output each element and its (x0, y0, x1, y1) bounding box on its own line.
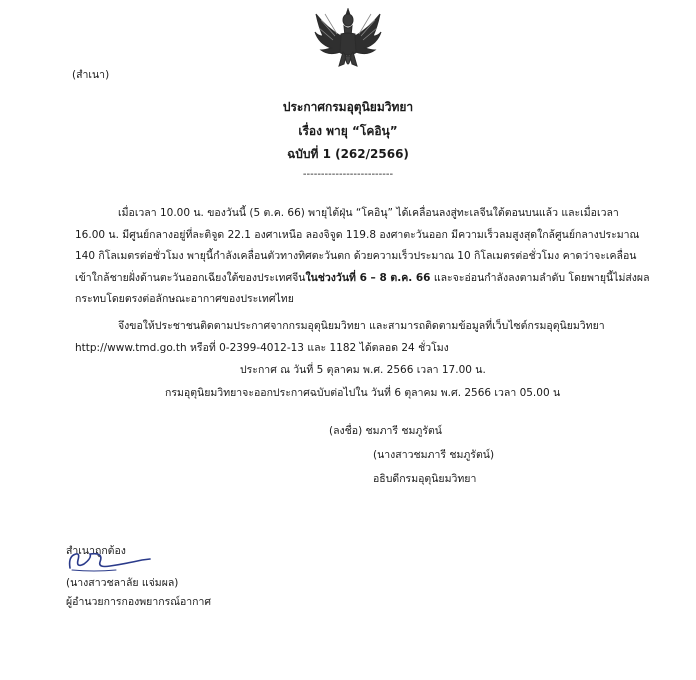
certifier-position: ผู้อำนวยการกองพยากรณ์อากาศ (66, 596, 212, 608)
paragraph-follow-up (75, 316, 645, 359)
announcement-subject: เรื่อง พายุ “โคอินุ” (298, 124, 398, 138)
garuda-emblem-icon (313, 6, 383, 72)
announced-date: ประกาศ ณ วันที่ 5 ตุลาคม พ.ศ. 2566 เวลา 17.00 น. (240, 364, 486, 376)
paragraph-line (75, 268, 650, 290)
announcement-issue: ฉบับที่ 1 (262/2566) (287, 147, 409, 161)
certifier-name: (นางสาวชลาลัย แจ่มผล) (66, 577, 179, 589)
paragraph-line: เมื่อเวลา 10.00 น. ของวันนี้ (5 ต.ค. 66) พายุไต้ฝุ่น “โคอินุ” ได้เคลื่อนลงสู่ทะเลจีนใต้ตอนบนแล้ว และเมื่อเวลา (118, 207, 619, 219)
paragraph-line: กระทบโดยตรงต่อลักษณะอากาศของประเทศไทย (75, 293, 294, 305)
signatory-position: อธิบดีกรมอุตุนิยมวิทยา (373, 473, 477, 485)
signatory-name: (นางสาวชมภารี ชมภูรัตน์) (373, 449, 495, 461)
copy-mark: (สำเนา) (72, 69, 110, 81)
next-issue-notice: กรมอุตุนิยมวิทยาจะออกประกาศฉบับต่อไปใน วันที่ 6 ตุลาคม พ.ศ. 2566 เวลา 05.00 น (165, 387, 561, 399)
paragraph-line: http://www.tmd.go.th หรือที่ 0-2399-4012-13 และ 1182 ได้ตลอด 24 ชั่วโมง (75, 341, 449, 354)
paragraph-line: 16.00 น. มีศูนย์กลางอยู่ที่ละติจูด 22.1 องศาเหนือ ลองจิจูด 119.8 องศาตะวันออก มีความเร็วลมสูงสุดใกล้ศูนย์กลางประมาณ (75, 228, 640, 241)
announcement-title: ประกาศกรมอุตุนิยมวิทยา (282, 100, 414, 114)
handwritten-signature-icon (64, 545, 154, 576)
paragraph-line: จึงขอให้ประชาชนติดตามประกาศจากกรมอุตุนิยมวิทยา และสามารถติดตามข้อมูลที่เว็บไซต์กรมอุตุนิยมวิทยา (118, 320, 605, 332)
signature-signed: (ลงชื่อ) ชมภารี ชมภูรัตน์ (329, 425, 442, 437)
paragraph-line: 140 กิโลเมตรต่อชั่วโมง พายุนี้กำลังเคลื่อนตัวทางทิศตะวันตก ด้วยความเร็วประมาณ 10 กิโลเมตรต่อชั่วโมง คาดว่าจะเคลื่อน (75, 250, 637, 262)
paragraph-emphasis: ในช่วงวันที่ 6 – 8 ต.ค. 66 (305, 271, 431, 284)
paragraph-storm-details (75, 203, 650, 311)
title-rule: ------------------------- (302, 169, 394, 180)
certified-copy-label: สำเนาถูกต้อง (66, 545, 126, 557)
paragraph-text: เข้าใกล้ชายฝั่งด้านตะวันออกเฉียงใต้ของประเทศจีน (75, 271, 306, 284)
paragraph-text: และจะอ่อนกำลังลงตามลำดับ โดยพายุนี้ไม่ส่งผล (430, 271, 650, 284)
